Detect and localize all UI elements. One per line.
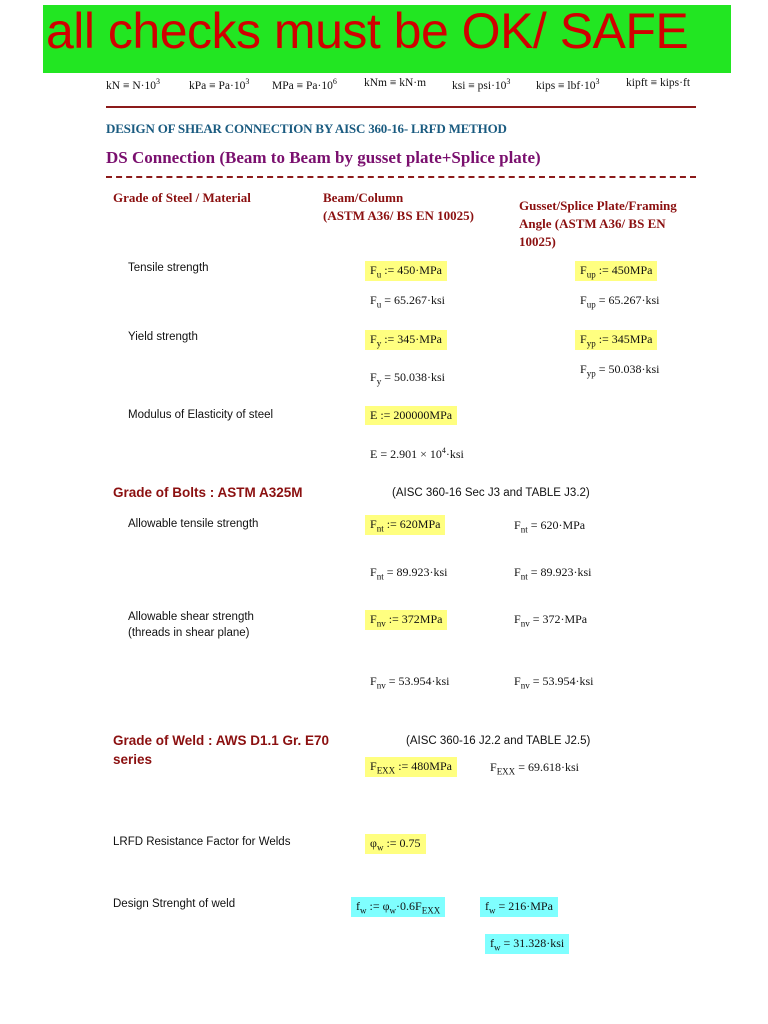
fup-definition[interactable]: $F_{up}$ := 450MPa bbox=[575, 261, 657, 281]
bolt-tensile-label: Allowable tensile strength bbox=[128, 518, 259, 530]
unit-mpa: MPa ≡ $Pa\cdot 10^6$ bbox=[272, 77, 337, 92]
fexx-ksi-value: $F_{EXX} = 69.618\cdot ksi$ bbox=[490, 760, 579, 777]
unit-kpa: kPa ≡ $Pa\cdot 10^3$ bbox=[189, 77, 250, 92]
fu-definition[interactable]: $F_u$ := 450·MPa bbox=[365, 261, 447, 281]
fnt-ksi-value-1: $F_{nt} = 89.923\cdot ksi$ bbox=[370, 565, 448, 582]
unit-kn: kN ≡ $N\cdot 10^3$ bbox=[106, 77, 160, 92]
grade-steel-header: Grade of Steel / Material bbox=[113, 190, 251, 205]
phi-definition[interactable]: $\varphi_w$ := 0.75 bbox=[365, 834, 426, 854]
phi-label: LRFD Resistance Factor for Welds bbox=[113, 836, 291, 848]
bolt-shear-note: (threads in shear plane) bbox=[128, 627, 250, 639]
fnv-ksi-value-2: $F_{nv} = 53.954\cdot ksi$ bbox=[514, 674, 594, 691]
fnt-ksi-value-2: $F_{nt} = 89.923\cdot ksi$ bbox=[514, 565, 592, 582]
e-ksi-value: $E = 2.901 \times 10^4\cdot ksi$ bbox=[370, 446, 464, 461]
weld-reference: (AISC 360-16 J2.2 and TABLE J2.5) bbox=[406, 735, 591, 747]
fexx-definition[interactable]: $F_{EXX}$ := 480MPa bbox=[365, 757, 457, 777]
e-definition[interactable]: E := 200000MPa bbox=[365, 406, 457, 425]
gusset-header-2: Angle (ASTM A36/ BS EN bbox=[519, 216, 666, 231]
weld-title: Grade of Weld : AWS D1.1 Gr. E70 bbox=[113, 733, 330, 748]
bolts-reference: (AISC 360-16 Sec J3 and TABLE J3.2) bbox=[392, 487, 590, 499]
modulus-label: Modulus of Elasticity of steel bbox=[128, 409, 274, 421]
beam-column-header: Beam/Column bbox=[323, 190, 404, 205]
divider-line bbox=[106, 106, 696, 108]
fyp-definition[interactable]: $F_{yp}$ := 345MPa bbox=[575, 330, 657, 350]
warning-banner-text: all checks must be OK/ SAFE bbox=[46, 3, 689, 59]
tensile-strength-label: Tensile strength bbox=[128, 262, 209, 274]
fup-ksi-value: $F_{up} = 65.267\cdot ksi$ bbox=[580, 293, 660, 310]
fw-definition[interactable]: $f_w$ := $\varphi_w\cdot 0.6F_{EXX}$ bbox=[351, 897, 445, 917]
unit-ksi: ksi ≡ $psi\cdot 10^3$ bbox=[452, 77, 511, 92]
fnt-definition[interactable]: $F_{nt}$ := 620MPa bbox=[365, 515, 445, 535]
fnv-ksi-value-1: $F_{nv} = 53.954\cdot ksi$ bbox=[370, 674, 450, 691]
connection-title: DS Connection (Beam to Beam by gusset plate+Splice plate) bbox=[106, 148, 541, 167]
gusset-header-3: 10025) bbox=[519, 234, 556, 249]
fnv-definition[interactable]: $F_{nv}$ := 372MPa bbox=[365, 610, 447, 630]
fnv-mpa-value: $F_{nv} = 372\cdot MPa$ bbox=[514, 612, 588, 629]
fw-ksi-value: $f_w = 31.328\cdot ksi$ bbox=[485, 934, 569, 954]
bolt-shear-label: Allowable shear strength bbox=[128, 611, 254, 623]
fw-mpa-value: $f_w = 216\cdot MPa$ bbox=[480, 897, 558, 917]
beam-column-standard: (ASTM A36/ BS EN 10025) bbox=[323, 208, 474, 223]
bolts-title: Grade of Bolts : ASTM A325M bbox=[113, 485, 303, 500]
unit-kips: kips ≡ $lbf\cdot 10^3$ bbox=[536, 77, 600, 92]
weld-strength-label: Design Strenght of weld bbox=[113, 898, 236, 910]
unit-knm: kNm ≡ kN·m bbox=[364, 77, 427, 89]
design-title: DESIGN OF SHEAR CONNECTION BY AISC 360-16- LRFD METHOD bbox=[106, 121, 507, 136]
weld-title-series: series bbox=[113, 752, 153, 767]
fy-definition[interactable]: $F_y$ := 345·MPa bbox=[365, 330, 447, 350]
unit-kipft: kipft ≡ kips·ft bbox=[626, 77, 691, 89]
fyp-ksi-value: $F_{yp} = 50.038\cdot ksi$ bbox=[580, 362, 660, 379]
fu-ksi-value: $F_u = 65.267\cdot ksi$ bbox=[370, 293, 445, 310]
fy-ksi-value: $F_y = 50.038\cdot ksi$ bbox=[370, 370, 445, 387]
gusset-header: Gusset/Splice Plate/Framing bbox=[519, 198, 677, 213]
fnt-mpa-value: $F_{nt} = 620\cdot MPa$ bbox=[514, 518, 586, 535]
yield-strength-label: Yield strength bbox=[128, 331, 198, 343]
dashed-divider bbox=[106, 176, 696, 178]
